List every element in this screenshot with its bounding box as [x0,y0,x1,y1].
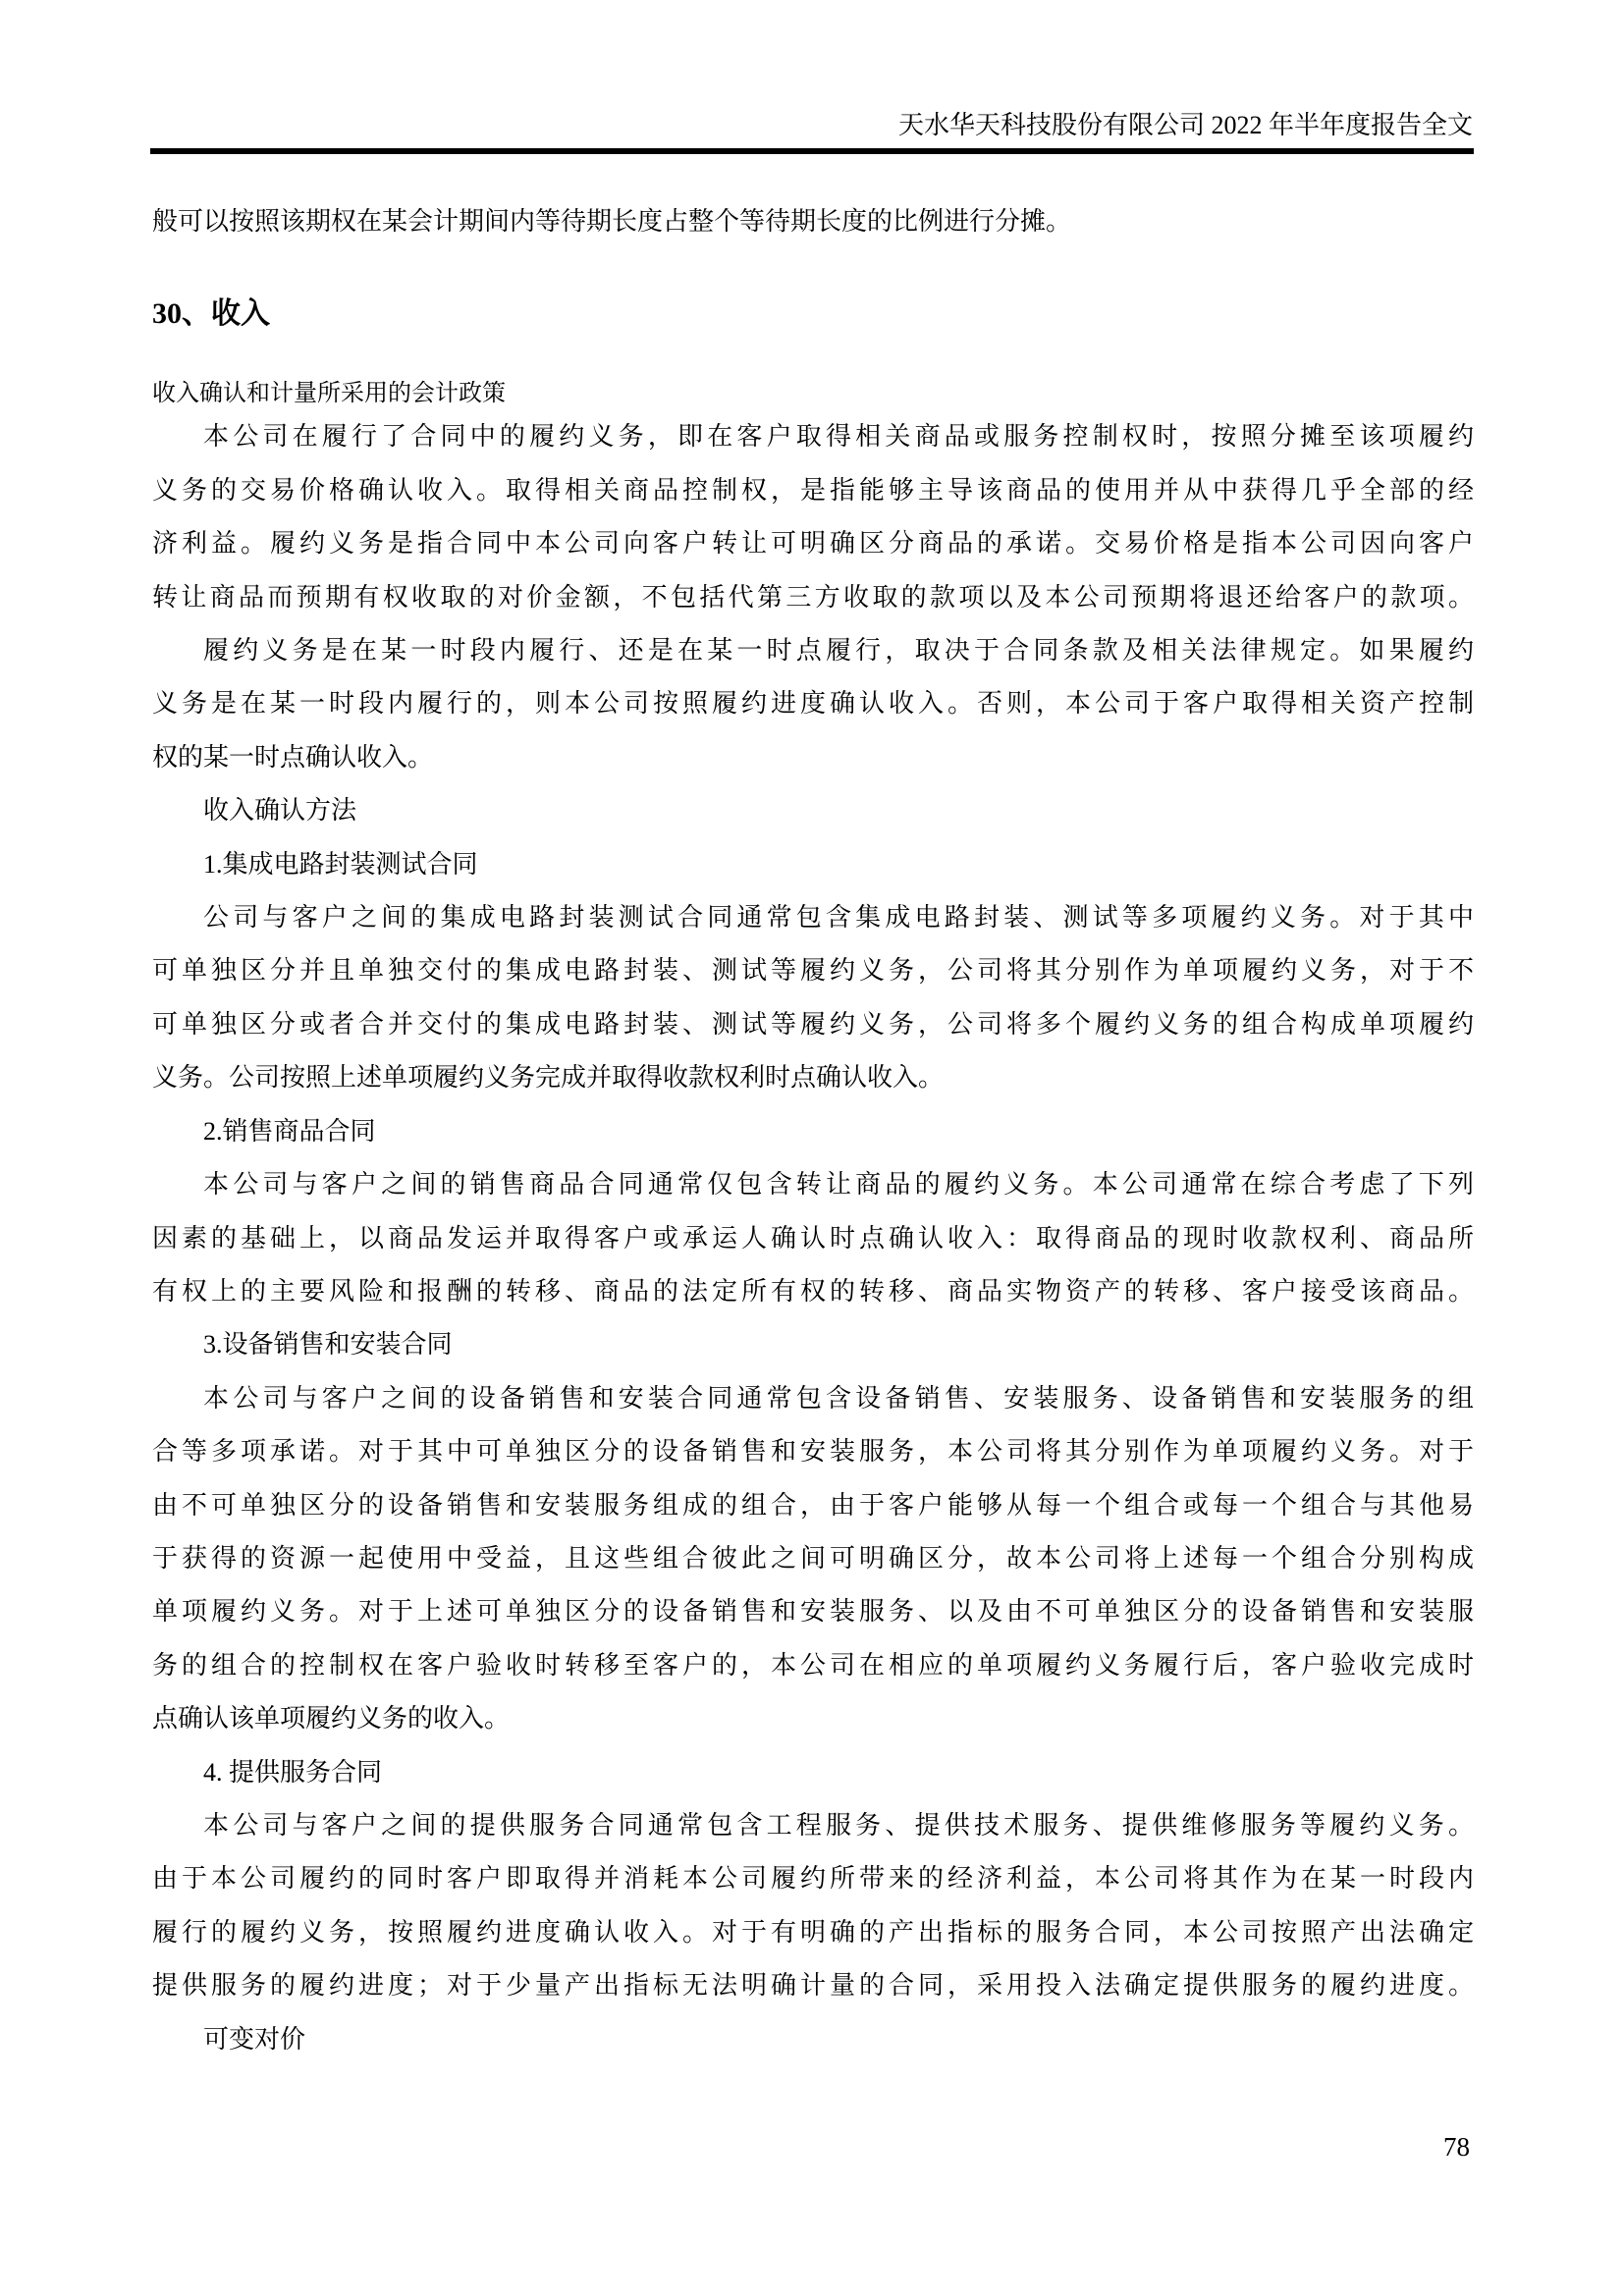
continuation-line: 般可以按照该期权在某会计期间内等待期长度占整个等待期长度的比例进行分摊。 [152,207,1072,236]
document-line: 单项履约义务。对于上述可单独区分的设备销售和安装服务、以及由不可单独区分的设备销售和安装服 [152,1597,1474,1627]
document-line: 务的组合的控制权在客户验收时转移至客户的，本公司在相应的单项履约义务履行后，客户验收完成时 [152,1650,1474,1680]
document-line: 公司与客户之间的集成电路封装测试合同通常包含集成电路封装、测试等多项履约义务。对于其中 [203,903,1474,933]
document-line: 本公司在履行了合同中的履约义务，即在客户取得相关商品或服务控制权时，按照分摊至该项履约 [203,422,1474,452]
document-line: 3.设备销售和安装合同 [203,1330,453,1360]
document-line: 由不可单独区分的设备销售和安装服务组成的组合，由于客户能够从每一个组合或每一个组合与其他易 [152,1490,1474,1520]
document-line: 本公司与客户之间的提供服务合同通常包含工程服务、提供技术服务、提供维修服务等履约义务。 [203,1810,1474,1840]
document-line: 收入确认方法 [203,796,357,826]
page-number: 78 [1443,2132,1470,2162]
document-line: 因素的基础上，以商品发运并取得客户或承运人确认时点确认收入：取得商品的现时收款权利、商品所 [152,1223,1474,1253]
document-line: 本公司与客户之间的销售商品合同通常仅包含转让商品的履约义务。本公司通常在综合考虑了下列 [203,1170,1474,1200]
document-line: 可变对价 [203,2024,306,2054]
document-body [152,0,1474,2066]
document-line: 本公司与客户之间的设备销售和安装合同通常包含设备销售、安装服务、设备销售和安装服务的组 [203,1383,1474,1413]
document-line: 履行的履约义务，按照履约进度确认收入。对于有明确的产出指标的服务合同，本公司按照产出法确定 [152,1917,1474,1947]
document-line: 履约义务是在某一时段内履行、还是在某一时点履行，取决于合同条款及相关法律规定。如果履约 [203,636,1474,666]
header-title: 天水华天科技股份有限公司 2022 年半年度报告全文 [897,111,1473,139]
document-line: 点确认该单项履约义务的收入。 [152,1704,511,1734]
document-line: 提供服务的履约进度；对于少量产出指标无法明确计量的合同，采用投入法确定提供服务的履约进度。 [152,1971,1474,2001]
section-heading: 30、收入 [152,297,270,331]
policy-subheading: 收入确认和计量所采用的会计政策 [152,381,506,407]
document-line: 由于本公司履约的同时客户即取得并消耗本公司履约所带来的经济利益，本公司将其作为在某一时段内 [152,1864,1474,1894]
document-line: 1.集成电路封装测试合同 [203,849,478,879]
document-line: 于获得的资源一起使用中受益，且这些组合彼此之间可明确区分，故本公司将上述每一个组合分别构成 [152,1543,1474,1573]
document-line: 权的某一时点确认收入。 [152,742,434,772]
document-line: 义务是在某一时段内履行的，则本公司按照履约进度确认收入。否则，本公司于客户取得相关资产控制 [152,689,1474,719]
document-line: 济利益。履约义务是指合同中本公司向客户转让可明确区分商品的承诺。交易价格是指本公司因向客户 [152,529,1474,559]
document-line: 义务的交易价格确认收入。取得相关商品控制权，是指能够主导该商品的使用并从中获得几乎全部的经 [152,475,1474,505]
document-line: 2.销售商品合同 [203,1116,376,1146]
document-line: 合等多项承诺。对于其中可单独区分的设备销售和安装服务，本公司将其分别作为单项履约义务。对于 [152,1437,1474,1467]
document-line: 有权上的主要风险和报酬的转移、商品的法定所有权的转移、商品实物资产的转移、客户接受该商品。 [152,1276,1474,1306]
document-line: 可单独区分并且单独交付的集成电路封装、测试等履约义务，公司将其分别作为单项履约义务，对于不 [152,956,1474,986]
document-line: 4. 提供服务合同 [203,1757,383,1787]
document-line: 义务。公司按照上述单项履约义务完成并取得收款权利时点确认收入。 [152,1063,945,1093]
document-line: 可单独区分或者合并交付的集成电路封装、测试等履约义务，公司将多个履约义务的组合构成单项履约 [152,1009,1474,1039]
body-text [152,410,1474,2066]
document-line: 转让商品而预期有权收取的对价金额，不包括代第三方收取的款项以及本公司预期将退还给客户的款项。 [152,582,1474,612]
